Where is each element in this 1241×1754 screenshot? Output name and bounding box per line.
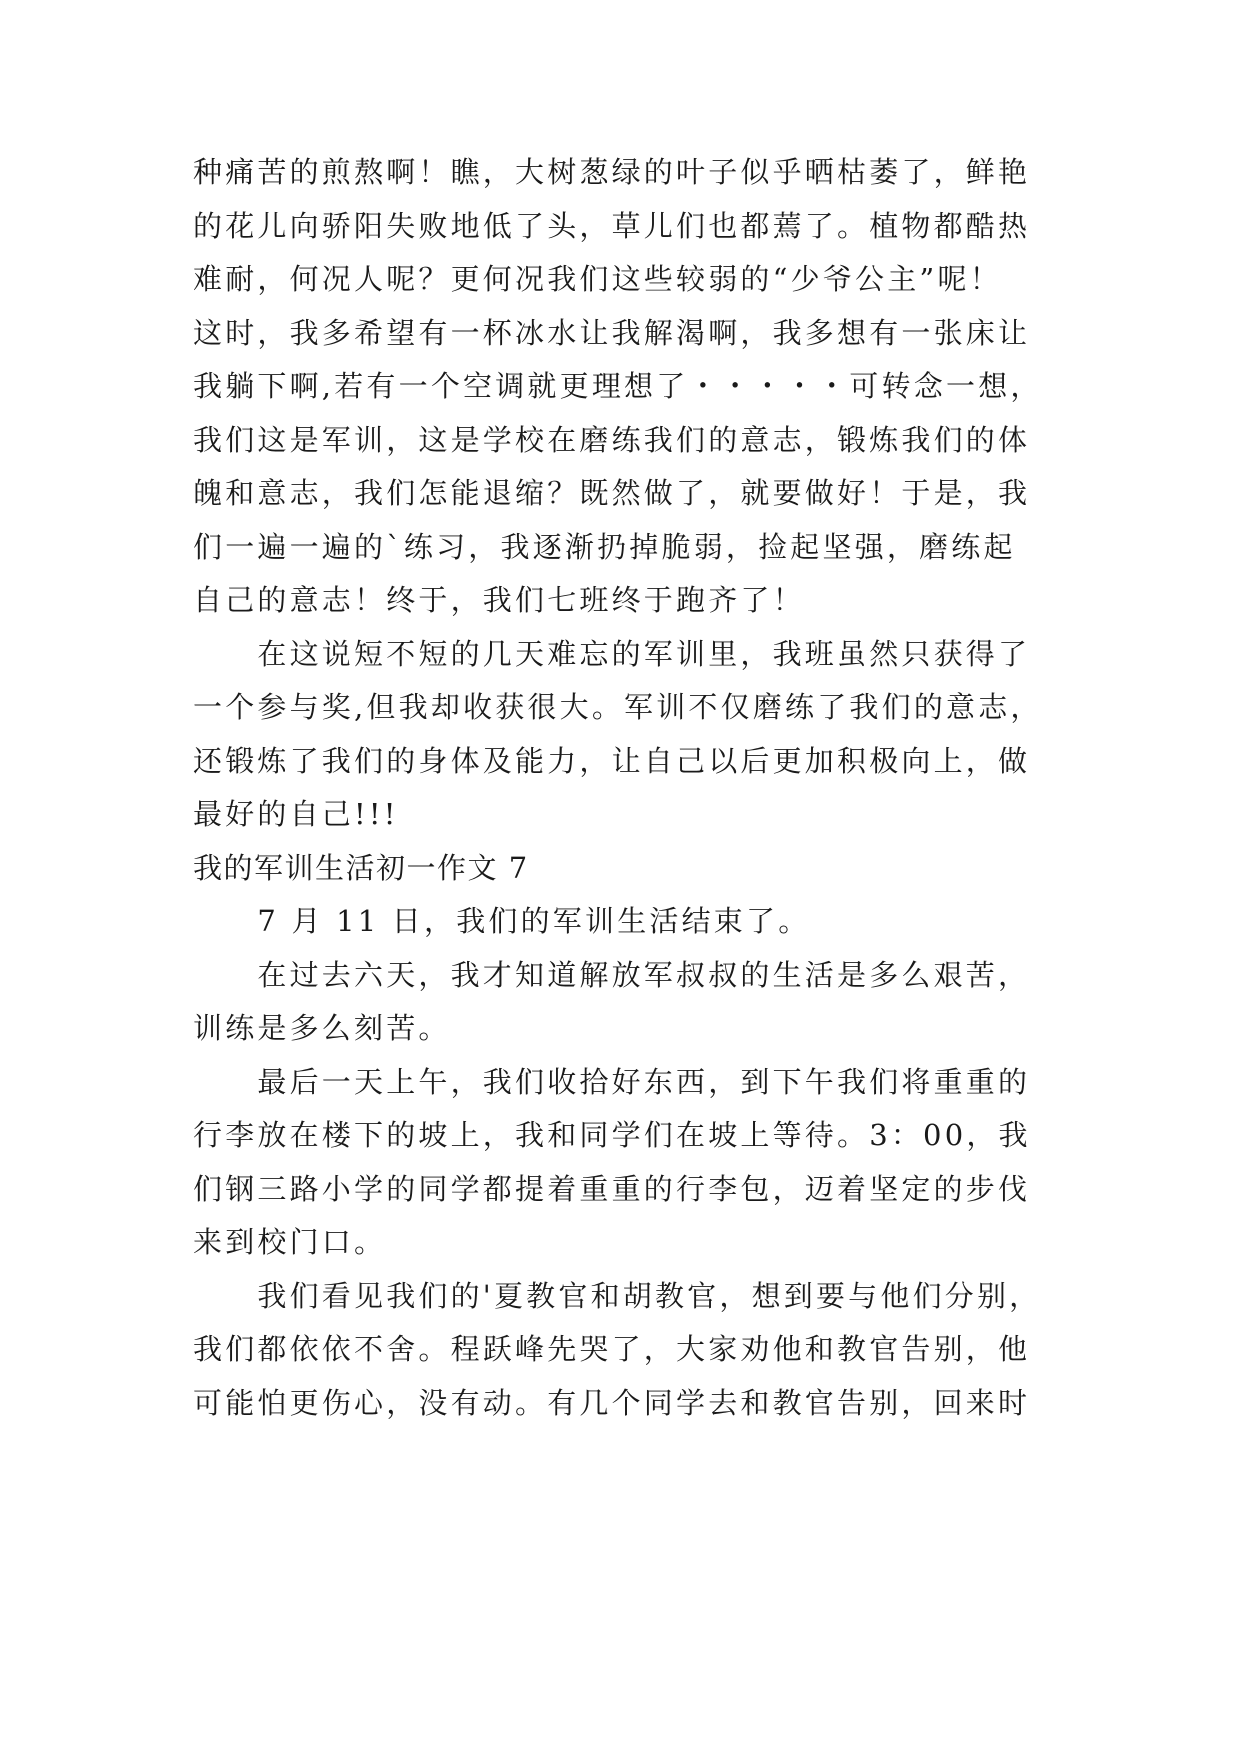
text-line: 我们看见我们的'夏教官和胡教官，想到要与他们分别， (193, 1279, 1042, 1313)
text-line: 还锻炼了我们的身体及能力，让自己以后更加积极向上，做 (193, 744, 1031, 778)
text-line: 在这说短不短的几天难忘的军训里，我班虽然只获得了 (193, 637, 1031, 671)
text-line: 们一遍一遍的`练习，我逐渐扔掉脆弱，捡起坚强，磨练起 (193, 530, 1016, 564)
text-line: 的花儿向骄阳失败地低了头，草儿们也都蔫了。植物都酷热 (193, 209, 1031, 243)
text-line: 在过去六天，我才知道解放军叔叔的生活是多么艰苦， (193, 958, 1031, 992)
text-line: 7 月 11 日，我们的军训生活结束了。 (193, 904, 811, 938)
text-line: 我躺下啊,若有一个空调就更理想了・・・・・可转念一想， (193, 369, 1043, 403)
text-line: 最后一天上午，我们收拾好东西，到下午我们将重重的 (193, 1065, 1031, 1099)
text-line: 这时，我多希望有一杯冰水让我解渴啊，我多想有一张床让 (193, 316, 1031, 350)
text-line: 们钢三路小学的同学都提着重重的行李包，迈着坚定的步伐 (193, 1172, 1031, 1206)
text-line: 可能怕更伤心，没有动。有几个同学去和教官告别，回来时 (193, 1386, 1031, 1420)
text-line: 最好的自己!!! (193, 797, 399, 831)
text-line: 我们这是军训，这是学校在磨练我们的意志，锻炼我们的体 (193, 423, 1031, 457)
text-line: 自己的意志！终于，我们七班终于跑齐了！ (193, 583, 805, 617)
text-line: 一个参与奖,但我却收获很大。军训不仅磨练了我们的意志， (193, 690, 1043, 724)
text-line: 我们都依依不舍。程跃峰先哭了，大家劝他和教官告别，他 (193, 1332, 1031, 1366)
section-heading: 我的军训生活初一作文 7 (193, 851, 529, 885)
text-line: 训练是多么刻苦。 (193, 1011, 451, 1045)
text-line: 难耐，何况人呢？更何况我们这些较弱的“少爷公主”呢！ (193, 262, 1002, 296)
text-line: 行李放在楼下的坡上，我和同学们在坡上等待。3：00，我 (193, 1118, 1031, 1152)
text-line: 来到校门口。 (193, 1225, 387, 1259)
text-line: 种痛苦的煎熬啊！瞧，大树葱绿的叶子似乎晒枯萎了，鲜艳 (193, 155, 1031, 189)
text-line: 魄和意志，我们怎能退缩？既然做了，就要做好！于是，我 (193, 476, 1031, 510)
